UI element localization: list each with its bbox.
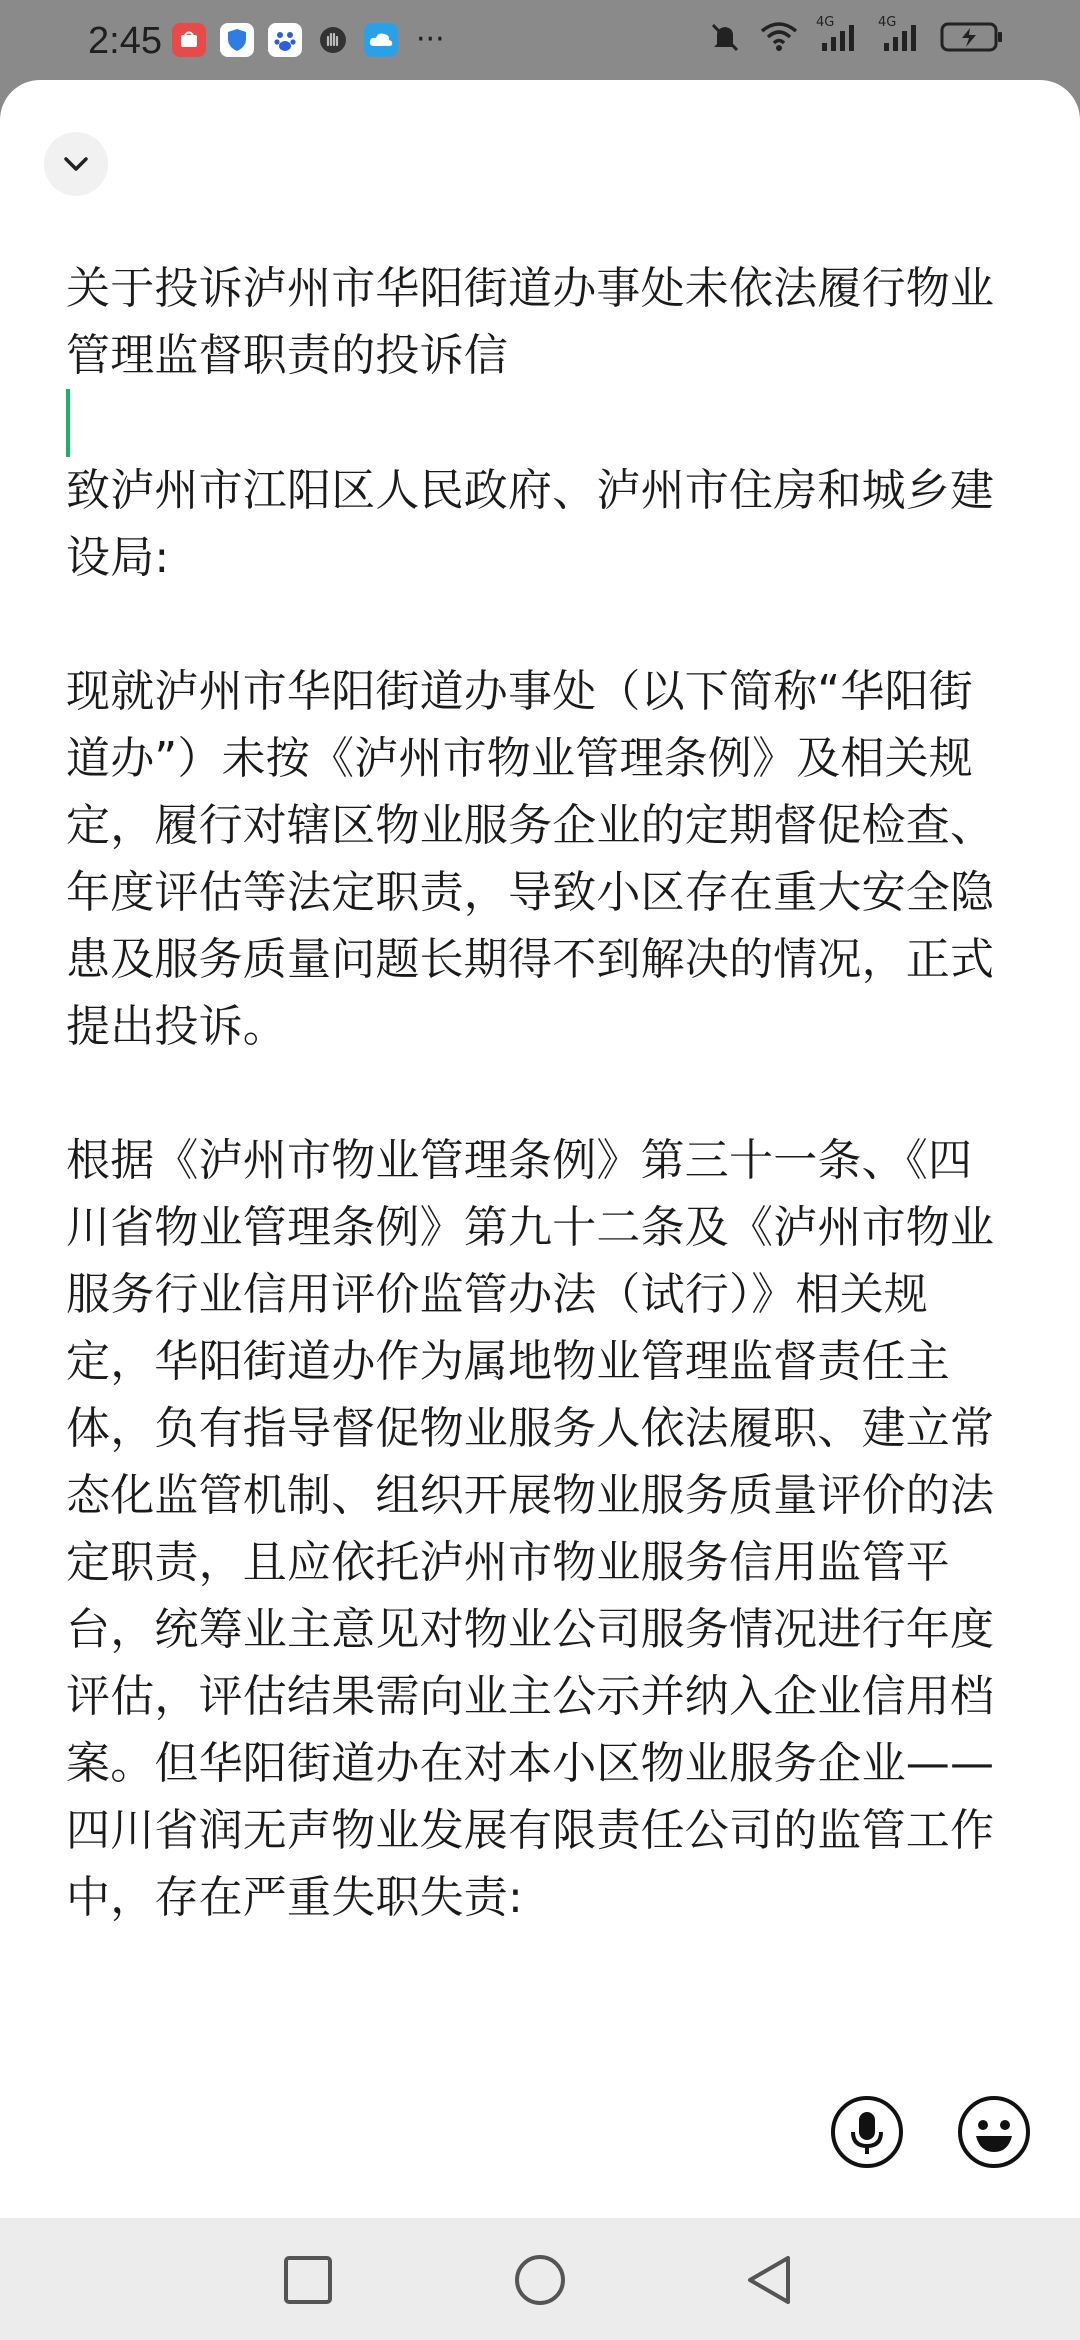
cloud-app-icon — [364, 23, 398, 57]
hand-app-icon — [316, 23, 350, 57]
document-paragraph: 根据《泸州市物业管理条例》第三十一条、《四川省物业管理条例》第九十二条及《泸州市物业服务行业信用评价监管办法（试行）》相关规定，华阳街道办作为属地物业管理监督责任主体，负有指导督促物业服务人依法履职、建立常态化监管机制、组织开展物业服务质量评价的法定职责，且应依托泸州市物业服务信用监管平台，统筹业主意见对物业公司服务情况进行年度评估，评估结果需向业主公示并纳入企业信用档案。但华阳街道办在对本小区物业服务企业——四川省润无声物业发展有限责任公司的监管工作中，存在严重失职失责: — [66, 1135, 995, 1923]
wifi-icon — [760, 21, 798, 53]
more-notifications: ··· — [416, 22, 445, 57]
document-title: 关于投诉泸州市华阳街道办事处未依法履行物业管理监督职责的投诉信 — [66, 263, 995, 381]
collapse-button[interactable] — [44, 132, 108, 196]
emoji-icon[interactable] — [956, 2094, 1032, 2170]
square-icon[interactable] — [280, 2252, 336, 2308]
mic-icon[interactable] — [829, 2094, 905, 2170]
chevron-down-icon — [61, 154, 91, 174]
signal-icon — [816, 21, 860, 53]
status-time: 2:45 — [88, 20, 162, 62]
text-caret — [66, 389, 70, 457]
document-paragraph: 现就泸州市华阳街道办事处（以下简称“华阳街道办”）未按《泸州市物业管理条例》及相关规定，履行对辖区物业服务企业的定期督促检查、年度评估等法定职责，导致小区存在重大安全隐患及服务质量问题长期得不到解决的情况，正式提出投诉。 — [66, 666, 995, 1052]
paragraph-gap — [66, 591, 1016, 658]
huawei-app-icon — [172, 23, 206, 57]
shield-app-icon — [220, 23, 254, 57]
signal-1 — [816, 15, 860, 53]
paragraph-gap — [66, 1060, 1016, 1127]
signal-icon — [878, 21, 922, 53]
document-recipient: 致泸州市江阳区人民政府、泸州市住房和城乡建设局: — [66, 465, 995, 583]
notification-icons — [172, 22, 445, 57]
navigation-bar — [0, 2218, 1080, 2340]
battery-charging-icon — [940, 20, 1004, 54]
circle-icon[interactable] — [512, 2252, 568, 2308]
baidu-app-icon — [268, 23, 302, 57]
status-right-icons — [708, 15, 1004, 54]
triangle-back-icon[interactable] — [742, 2252, 798, 2308]
mute-icon — [708, 20, 742, 54]
network-type-1: 4G — [816, 15, 835, 30]
editor-sheet — [0, 80, 1080, 2218]
status-bar — [0, 0, 1080, 80]
network-type-2: 4G — [878, 15, 897, 30]
text-editor[interactable] — [66, 255, 1016, 1931]
signal-2 — [878, 15, 922, 53]
